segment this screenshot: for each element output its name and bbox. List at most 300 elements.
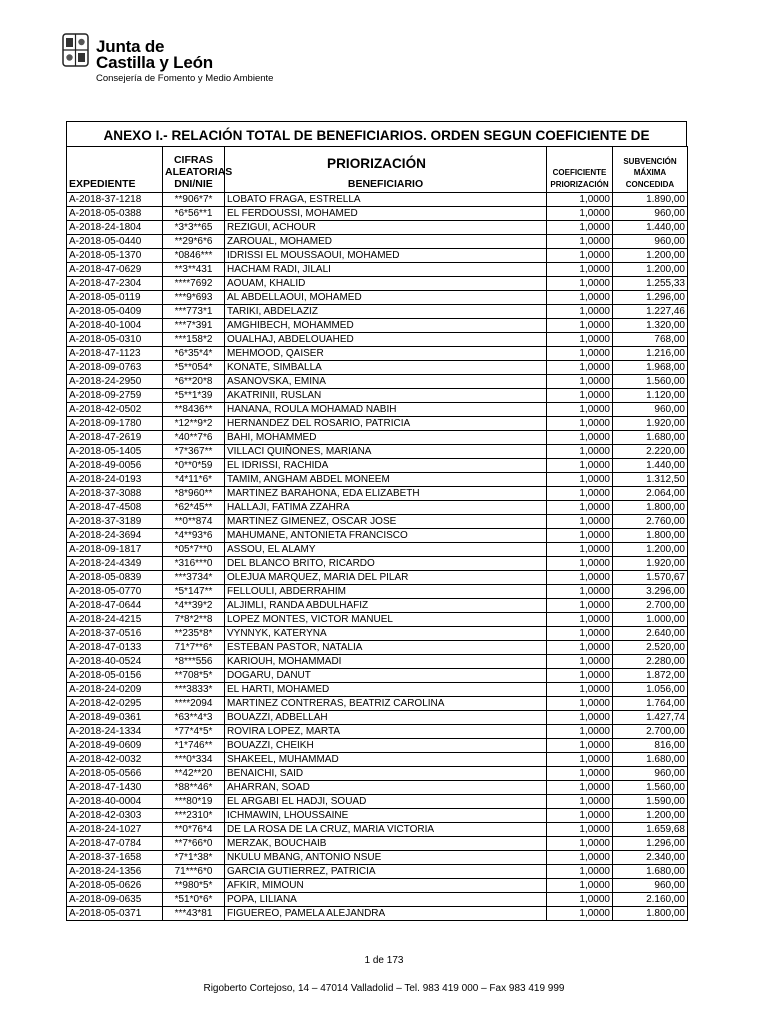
table-row	[67, 319, 688, 333]
table-row	[67, 725, 688, 739]
cell-dni: *5**1*39	[163, 389, 225, 403]
cell-beneficiario: KARIOUH, MOHAMMADI	[225, 655, 547, 669]
cell-coeficiente: 1,0000	[547, 543, 613, 557]
cell-beneficiario: MAHUMANE, ANTONIETA FRANCISCO	[225, 529, 547, 543]
annex-title: ANEXO I.- RELACIÓN TOTAL DE BENEFICIARIOS. ORDEN SEGUN COEFICIENTE DE PRIORIZACIÓN	[66, 121, 687, 147]
cell-beneficiario: AKATRINII, RUSLAN	[225, 389, 547, 403]
cell-expediente: A-2018-05-0839	[67, 571, 163, 585]
cell-beneficiario: MEHMOOD, QAISER	[225, 347, 547, 361]
table-row	[67, 627, 688, 641]
cell-beneficiario: EL HARTI, MOHAMED	[225, 683, 547, 697]
column-header-coeficiente: COEFICIENTE PRIORIZACIÓN	[547, 147, 613, 193]
cell-dni: *7*367**	[163, 445, 225, 459]
column-header-cifras: CIFRAS ALEATORIAS DNI/NIE	[163, 147, 225, 193]
table-row	[67, 515, 688, 529]
cell-coeficiente: 1,0000	[547, 347, 613, 361]
cell-coeficiente: 1,0000	[547, 585, 613, 599]
table-row	[67, 809, 688, 823]
cell-beneficiario: FELLOULI, ABDERRAHIM	[225, 585, 547, 599]
table-row	[67, 613, 688, 627]
cell-subvencion: 816,00	[613, 739, 688, 753]
cell-beneficiario: IDRISSI EL MOUSSAOUI, MOHAMED	[225, 249, 547, 263]
cell-beneficiario: MERZAK, BOUCHAIB	[225, 837, 547, 851]
cell-expediente: A-2018-47-4508	[67, 501, 163, 515]
cell-dni: *6*56**1	[163, 207, 225, 221]
cell-dni: ***158*2	[163, 333, 225, 347]
cell-subvencion: 1.000,00	[613, 613, 688, 627]
cell-dni: 7*8*2**8	[163, 613, 225, 627]
cell-subvencion: 2.064,00	[613, 487, 688, 501]
cell-beneficiario: AOUAM, KHALID	[225, 277, 547, 291]
cell-coeficiente: 1,0000	[547, 361, 613, 375]
column-header-beneficiario: BENEFICIARIO	[225, 147, 547, 193]
cell-dni: 71*7**6*	[163, 641, 225, 655]
cell-beneficiario: BENAICHI, SAID	[225, 767, 547, 781]
cell-subvencion: 1.440,00	[613, 459, 688, 473]
cell-subvencion: 1.764,00	[613, 697, 688, 711]
cell-coeficiente: 1,0000	[547, 249, 613, 263]
cell-expediente: A-2018-49-0056	[67, 459, 163, 473]
cell-coeficiente: 1,0000	[547, 207, 613, 221]
table-row	[67, 473, 688, 487]
cell-subvencion: 960,00	[613, 207, 688, 221]
cell-beneficiario: DE LA ROSA DE LA CRUZ, MARIA VICTORIA	[225, 823, 547, 837]
table-row	[67, 837, 688, 851]
table-row	[67, 501, 688, 515]
coat-of-arms-icon	[62, 33, 89, 67]
cell-subvencion: 1.056,00	[613, 683, 688, 697]
cell-dni: ****2094	[163, 697, 225, 711]
cell-coeficiente: 1,0000	[547, 515, 613, 529]
cell-subvencion: 1.200,00	[613, 249, 688, 263]
table-row	[67, 235, 688, 249]
cell-subvencion: 2.760,00	[613, 515, 688, 529]
cell-expediente: A-2018-05-0388	[67, 207, 163, 221]
cell-subvencion: 1.920,00	[613, 417, 688, 431]
cell-dni: ***0*334	[163, 753, 225, 767]
cell-beneficiario: ASANOVSKA, EMINA	[225, 375, 547, 389]
cell-beneficiario: BAHI, MOHAMMED	[225, 431, 547, 445]
cell-beneficiario: HERNANDEZ DEL ROSARIO, PATRICIA	[225, 417, 547, 431]
cell-subvencion: 2.220,00	[613, 445, 688, 459]
cell-coeficiente: 1,0000	[547, 907, 613, 921]
cell-dni: ***773*1	[163, 305, 225, 319]
cell-subvencion: 1.255,33	[613, 277, 688, 291]
cell-beneficiario: VILLACI QUIÑONES, MARIANA	[225, 445, 547, 459]
cell-subvencion: 1.200,00	[613, 809, 688, 823]
table-row	[67, 781, 688, 795]
cell-beneficiario: BOUAZZI, CHEIKH	[225, 739, 547, 753]
table-row	[67, 795, 688, 809]
cell-dni: *8***556	[163, 655, 225, 669]
table-row	[67, 529, 688, 543]
cell-subvencion: 768,00	[613, 333, 688, 347]
table-row	[67, 389, 688, 403]
cell-dni: **708*5*	[163, 669, 225, 683]
cell-subvencion: 2.700,00	[613, 599, 688, 613]
cell-beneficiario: VYNNYK, KATERYNA	[225, 627, 547, 641]
cell-dni: *12**9*2	[163, 417, 225, 431]
cell-beneficiario: AMGHIBECH, MOHAMMED	[225, 319, 547, 333]
cell-beneficiario: DOGARU, DANUT	[225, 669, 547, 683]
cell-subvencion: 1.872,00	[613, 669, 688, 683]
table-row	[67, 851, 688, 865]
cell-expediente: A-2018-05-0310	[67, 333, 163, 347]
table-row	[67, 669, 688, 683]
cell-coeficiente: 1,0000	[547, 613, 613, 627]
cell-expediente: A-2018-42-0502	[67, 403, 163, 417]
cell-subvencion: 1.680,00	[613, 753, 688, 767]
cell-beneficiario: MARTINEZ CONTRERAS, BEATRIZ CAROLINA	[225, 697, 547, 711]
cell-coeficiente: 1,0000	[547, 291, 613, 305]
cell-subvencion: 960,00	[613, 403, 688, 417]
cell-beneficiario: ICHMAWIN, LHOUSSAINE	[225, 809, 547, 823]
cell-expediente: A-2018-42-0295	[67, 697, 163, 711]
cell-expediente: A-2018-05-0626	[67, 879, 163, 893]
cell-beneficiario: ROVIRA LOPEZ, MARTA	[225, 725, 547, 739]
table-row	[67, 823, 688, 837]
cell-expediente: A-2018-37-1658	[67, 851, 163, 865]
cell-subvencion: 2.640,00	[613, 627, 688, 641]
cell-beneficiario: POPA, LILIANA	[225, 893, 547, 907]
cell-coeficiente: 1,0000	[547, 837, 613, 851]
cell-beneficiario: KONATE, SIMBALLA	[225, 361, 547, 375]
cell-coeficiente: 1,0000	[547, 655, 613, 669]
cell-expediente: A-2018-40-0524	[67, 655, 163, 669]
page-number: 1 de 173	[364, 955, 404, 966]
table-row	[67, 683, 688, 697]
table-row	[67, 291, 688, 305]
table-row	[67, 753, 688, 767]
cell-dni: *6**20*8	[163, 375, 225, 389]
cell-coeficiente: 1,0000	[547, 221, 613, 235]
cell-beneficiario: AFKIR, MIMOUN	[225, 879, 547, 893]
cell-coeficiente: 1,0000	[547, 795, 613, 809]
cell-beneficiario: HALLAJI, FATIMA ZZAHRA	[225, 501, 547, 515]
cell-coeficiente: 1,0000	[547, 417, 613, 431]
cell-subvencion: 2.700,00	[613, 725, 688, 739]
cell-dni: **8436**	[163, 403, 225, 417]
cell-expediente: A-2018-47-1123	[67, 347, 163, 361]
table-row	[67, 739, 688, 753]
cell-expediente: A-2018-49-0361	[67, 711, 163, 725]
cell-beneficiario: OLEJUA MARQUEZ, MARIA DEL PILAR	[225, 571, 547, 585]
cell-expediente: A-2018-24-1334	[67, 725, 163, 739]
table-row	[67, 417, 688, 431]
cell-coeficiente: 1,0000	[547, 403, 613, 417]
cell-dni: ***43*81	[163, 907, 225, 921]
cell-beneficiario: NKULU MBANG, ANTONIO NSUE	[225, 851, 547, 865]
cell-expediente: A-2018-40-0004	[67, 795, 163, 809]
cell-dni: *62*45**	[163, 501, 225, 515]
cell-dni: *1*746**	[163, 739, 225, 753]
table-row	[67, 333, 688, 347]
cell-expediente: A-2018-05-0119	[67, 291, 163, 305]
table-row	[67, 767, 688, 781]
cell-dni: *05*7**0	[163, 543, 225, 557]
cell-beneficiario: TARIKI, ABDELAZIZ	[225, 305, 547, 319]
cell-dni: *5**054*	[163, 361, 225, 375]
cell-dni: *5*147**	[163, 585, 225, 599]
cell-beneficiario: LOBATO FRAGA, ESTRELLA	[225, 193, 547, 207]
cell-subvencion: 1.120,00	[613, 389, 688, 403]
cell-dni: **0*76*4	[163, 823, 225, 837]
table-row	[67, 221, 688, 235]
cell-coeficiente: 1,0000	[547, 697, 613, 711]
cell-subvencion: 1.920,00	[613, 557, 688, 571]
cell-subvencion: 2.340,00	[613, 851, 688, 865]
cell-dni: ***7*391	[163, 319, 225, 333]
cell-beneficiario: AHARRAN, SOAD	[225, 781, 547, 795]
cell-beneficiario: OUALHAJ, ABDELOUAHED	[225, 333, 547, 347]
cell-dni: *316***0	[163, 557, 225, 571]
cell-dni: *4**93*6	[163, 529, 225, 543]
cell-coeficiente: 1,0000	[547, 711, 613, 725]
cell-dni: ***3833*	[163, 683, 225, 697]
table-row	[67, 599, 688, 613]
cell-coeficiente: 1,0000	[547, 809, 613, 823]
cell-subvencion: 1.968,00	[613, 361, 688, 375]
cell-dni: **906*7*	[163, 193, 225, 207]
cell-subvencion: 1.320,00	[613, 319, 688, 333]
cell-dni: ***2310*	[163, 809, 225, 823]
cell-subvencion: 1.590,00	[613, 795, 688, 809]
cell-expediente: A-2018-05-0371	[67, 907, 163, 921]
cell-dni: 71***6*0	[163, 865, 225, 879]
cell-expediente: A-2018-05-0409	[67, 305, 163, 319]
cell-coeficiente: 1,0000	[547, 305, 613, 319]
cell-dni: *0846***	[163, 249, 225, 263]
cell-expediente: A-2018-24-3694	[67, 529, 163, 543]
cell-dni: *51*0*6*	[163, 893, 225, 907]
cell-expediente: A-2018-37-3088	[67, 487, 163, 501]
cell-beneficiario: HANANA, ROULA MOHAMAD NABIH	[225, 403, 547, 417]
cell-dni: ***9*693	[163, 291, 225, 305]
cell-beneficiario: ESTEBAN PASTOR, NATALIA	[225, 641, 547, 655]
cell-dni: *0**0*59	[163, 459, 225, 473]
cell-subvencion: 1.296,00	[613, 291, 688, 305]
cell-subvencion: 1.560,00	[613, 781, 688, 795]
cell-subvencion: 1.440,00	[613, 221, 688, 235]
cell-expediente: A-2018-47-1430	[67, 781, 163, 795]
cell-coeficiente: 1,0000	[547, 501, 613, 515]
table-row	[67, 193, 688, 207]
cell-dni: *6*35*4*	[163, 347, 225, 361]
cell-expediente: A-2018-47-0133	[67, 641, 163, 655]
table-row	[67, 571, 688, 585]
cell-expediente: A-2018-05-0566	[67, 767, 163, 781]
cell-coeficiente: 1,0000	[547, 277, 613, 291]
cell-beneficiario: MARTINEZ GIMENEZ, OSCAR JOSE	[225, 515, 547, 529]
cell-subvencion: 1.560,00	[613, 375, 688, 389]
department-name: Consejería de Fomento y Medio Ambiente	[96, 73, 274, 84]
cell-dni: *4*11*6*	[163, 473, 225, 487]
table-row	[67, 403, 688, 417]
cell-subvencion: 1.216,00	[613, 347, 688, 361]
table-row	[67, 249, 688, 263]
cell-expediente: A-2018-24-1356	[67, 865, 163, 879]
cell-coeficiente: 1,0000	[547, 767, 613, 781]
cell-dni: **29*6*6	[163, 235, 225, 249]
org-name-line1: Junta de	[96, 37, 165, 56]
cell-dni: **42**20	[163, 767, 225, 781]
cell-dni: **235*8*	[163, 627, 225, 641]
table-row	[67, 375, 688, 389]
cell-subvencion: 1.312,50	[613, 473, 688, 487]
cell-beneficiario: EL IDRISSI, RACHIDA	[225, 459, 547, 473]
cell-expediente: A-2018-24-1027	[67, 823, 163, 837]
cell-coeficiente: 1,0000	[547, 725, 613, 739]
cell-expediente: A-2018-05-0156	[67, 669, 163, 683]
table-row	[67, 879, 688, 893]
cell-dni: **0**874	[163, 515, 225, 529]
cell-expediente: A-2018-09-2759	[67, 389, 163, 403]
table-row	[67, 347, 688, 361]
cell-beneficiario: MARTINEZ BARAHONA, EDA ELIZABETH	[225, 487, 547, 501]
cell-beneficiario: LOPEZ MONTES, VICTOR MANUEL	[225, 613, 547, 627]
cell-expediente: A-2018-05-1405	[67, 445, 163, 459]
table-row	[67, 459, 688, 473]
table-row	[67, 585, 688, 599]
cell-expediente: A-2018-37-3189	[67, 515, 163, 529]
cell-beneficiario: ZAROUAL, MOHAMED	[225, 235, 547, 249]
cell-coeficiente: 1,0000	[547, 445, 613, 459]
cell-subvencion: 1.680,00	[613, 431, 688, 445]
cell-coeficiente: 1,0000	[547, 459, 613, 473]
table-row	[67, 655, 688, 669]
cell-dni: *4**39*2	[163, 599, 225, 613]
table-row	[67, 263, 688, 277]
cell-dni: **980*5*	[163, 879, 225, 893]
cell-subvencion: 1.296,00	[613, 837, 688, 851]
cell-expediente: A-2018-09-0763	[67, 361, 163, 375]
cell-expediente: A-2018-47-2619	[67, 431, 163, 445]
cell-expediente: A-2018-09-0635	[67, 893, 163, 907]
table-row	[67, 907, 688, 921]
cell-coeficiente: 1,0000	[547, 669, 613, 683]
cell-dni: ****7692	[163, 277, 225, 291]
cell-coeficiente: 1,0000	[547, 627, 613, 641]
table-row	[67, 865, 688, 879]
table-row	[67, 641, 688, 655]
table-row	[67, 697, 688, 711]
cell-beneficiario: ALJIMLI, RANDA ABDULHAFIZ	[225, 599, 547, 613]
cell-coeficiente: 1,0000	[547, 193, 613, 207]
cell-expediente: A-2018-24-4215	[67, 613, 163, 627]
table-row	[67, 557, 688, 571]
cell-expediente: A-2018-24-0209	[67, 683, 163, 697]
cell-coeficiente: 1,0000	[547, 375, 613, 389]
cell-coeficiente: 1,0000	[547, 599, 613, 613]
cell-subvencion: 960,00	[613, 235, 688, 249]
table-row	[67, 207, 688, 221]
cell-beneficiario: EL FERDOUSSI, MOHAMED	[225, 207, 547, 221]
cell-subvencion: 1.800,00	[613, 529, 688, 543]
cell-subvencion: 960,00	[613, 767, 688, 781]
cell-coeficiente: 1,0000	[547, 753, 613, 767]
cell-coeficiente: 1,0000	[547, 235, 613, 249]
column-header-subvencion: SUBVENCIÓN MÁXIMA CONCEDIDA	[613, 147, 688, 193]
cell-expediente: A-2018-24-4349	[67, 557, 163, 571]
cell-beneficiario: AL ABDELLAOUI, MOHAMED	[225, 291, 547, 305]
cell-expediente: A-2018-42-0032	[67, 753, 163, 767]
table-row	[67, 305, 688, 319]
cell-beneficiario: TAMIM, ANGHAM ABDEL MONEEM	[225, 473, 547, 487]
cell-coeficiente: 1,0000	[547, 739, 613, 753]
cell-beneficiario: ASSOU, EL ALAMY	[225, 543, 547, 557]
cell-coeficiente: 1,0000	[547, 893, 613, 907]
cell-coeficiente: 1,0000	[547, 865, 613, 879]
cell-dni: *7*1*38*	[163, 851, 225, 865]
cell-subvencion: 1.227,46	[613, 305, 688, 319]
cell-beneficiario: EL ARGABI EL HADJI, SOUAD	[225, 795, 547, 809]
cell-dni: *3*3**65	[163, 221, 225, 235]
beneficiaries-table	[66, 146, 688, 921]
table-row	[67, 361, 688, 375]
cell-coeficiente: 1,0000	[547, 641, 613, 655]
cell-coeficiente: 1,0000	[547, 431, 613, 445]
cell-expediente: A-2018-24-1804	[67, 221, 163, 235]
cell-expediente: A-2018-24-0193	[67, 473, 163, 487]
cell-expediente: A-2018-47-2304	[67, 277, 163, 291]
table-row	[67, 487, 688, 501]
cell-subvencion: 1.570,67	[613, 571, 688, 585]
cell-coeficiente: 1,0000	[547, 389, 613, 403]
cell-expediente: A-2018-09-1817	[67, 543, 163, 557]
cell-expediente: A-2018-40-1004	[67, 319, 163, 333]
cell-subvencion: 2.280,00	[613, 655, 688, 669]
cell-expediente: A-2018-49-0609	[67, 739, 163, 753]
cell-coeficiente: 1,0000	[547, 571, 613, 585]
cell-subvencion: 1.680,00	[613, 865, 688, 879]
cell-dni: *8*960**	[163, 487, 225, 501]
cell-subvencion: 1.427,74	[613, 711, 688, 725]
cell-subvencion: 1.200,00	[613, 543, 688, 557]
cell-beneficiario: BOUAZZI, ADBELLAH	[225, 711, 547, 725]
table-row	[67, 543, 688, 557]
cell-beneficiario: SHAKEEL, MUHAMMAD	[225, 753, 547, 767]
cell-dni: ***80*19	[163, 795, 225, 809]
cell-beneficiario: GARCIA GUTIERREZ, PATRICIA	[225, 865, 547, 879]
cell-coeficiente: 1,0000	[547, 333, 613, 347]
cell-beneficiario: DEL BLANCO BRITO, RICARDO	[225, 557, 547, 571]
cell-subvencion: 1.800,00	[613, 501, 688, 515]
column-header-expediente: EXPEDIENTE	[67, 147, 163, 193]
cell-expediente: A-2018-37-0516	[67, 627, 163, 641]
cell-expediente: A-2018-47-0644	[67, 599, 163, 613]
cell-coeficiente: 1,0000	[547, 529, 613, 543]
cell-dni: *77*4*5*	[163, 725, 225, 739]
org-name-line2: Castilla y León	[96, 53, 213, 72]
cell-beneficiario: FIGUEREO, PAMELA ALEJANDRA	[225, 907, 547, 921]
cell-expediente: A-2018-24-2950	[67, 375, 163, 389]
cell-expediente: A-2018-42-0303	[67, 809, 163, 823]
cell-expediente: A-2018-05-0770	[67, 585, 163, 599]
cell-dni: *88**46*	[163, 781, 225, 795]
cell-coeficiente: 1,0000	[547, 557, 613, 571]
cell-expediente: A-2018-05-1370	[67, 249, 163, 263]
table-row	[67, 445, 688, 459]
cell-coeficiente: 1,0000	[547, 823, 613, 837]
table-row	[67, 711, 688, 725]
cell-expediente: A-2018-09-1780	[67, 417, 163, 431]
cell-expediente: A-2018-47-0629	[67, 263, 163, 277]
cell-subvencion: 1.800,00	[613, 907, 688, 921]
cell-dni: *63**4*3	[163, 711, 225, 725]
cell-coeficiente: 1,0000	[547, 781, 613, 795]
table-row	[67, 893, 688, 907]
cell-coeficiente: 1,0000	[547, 263, 613, 277]
